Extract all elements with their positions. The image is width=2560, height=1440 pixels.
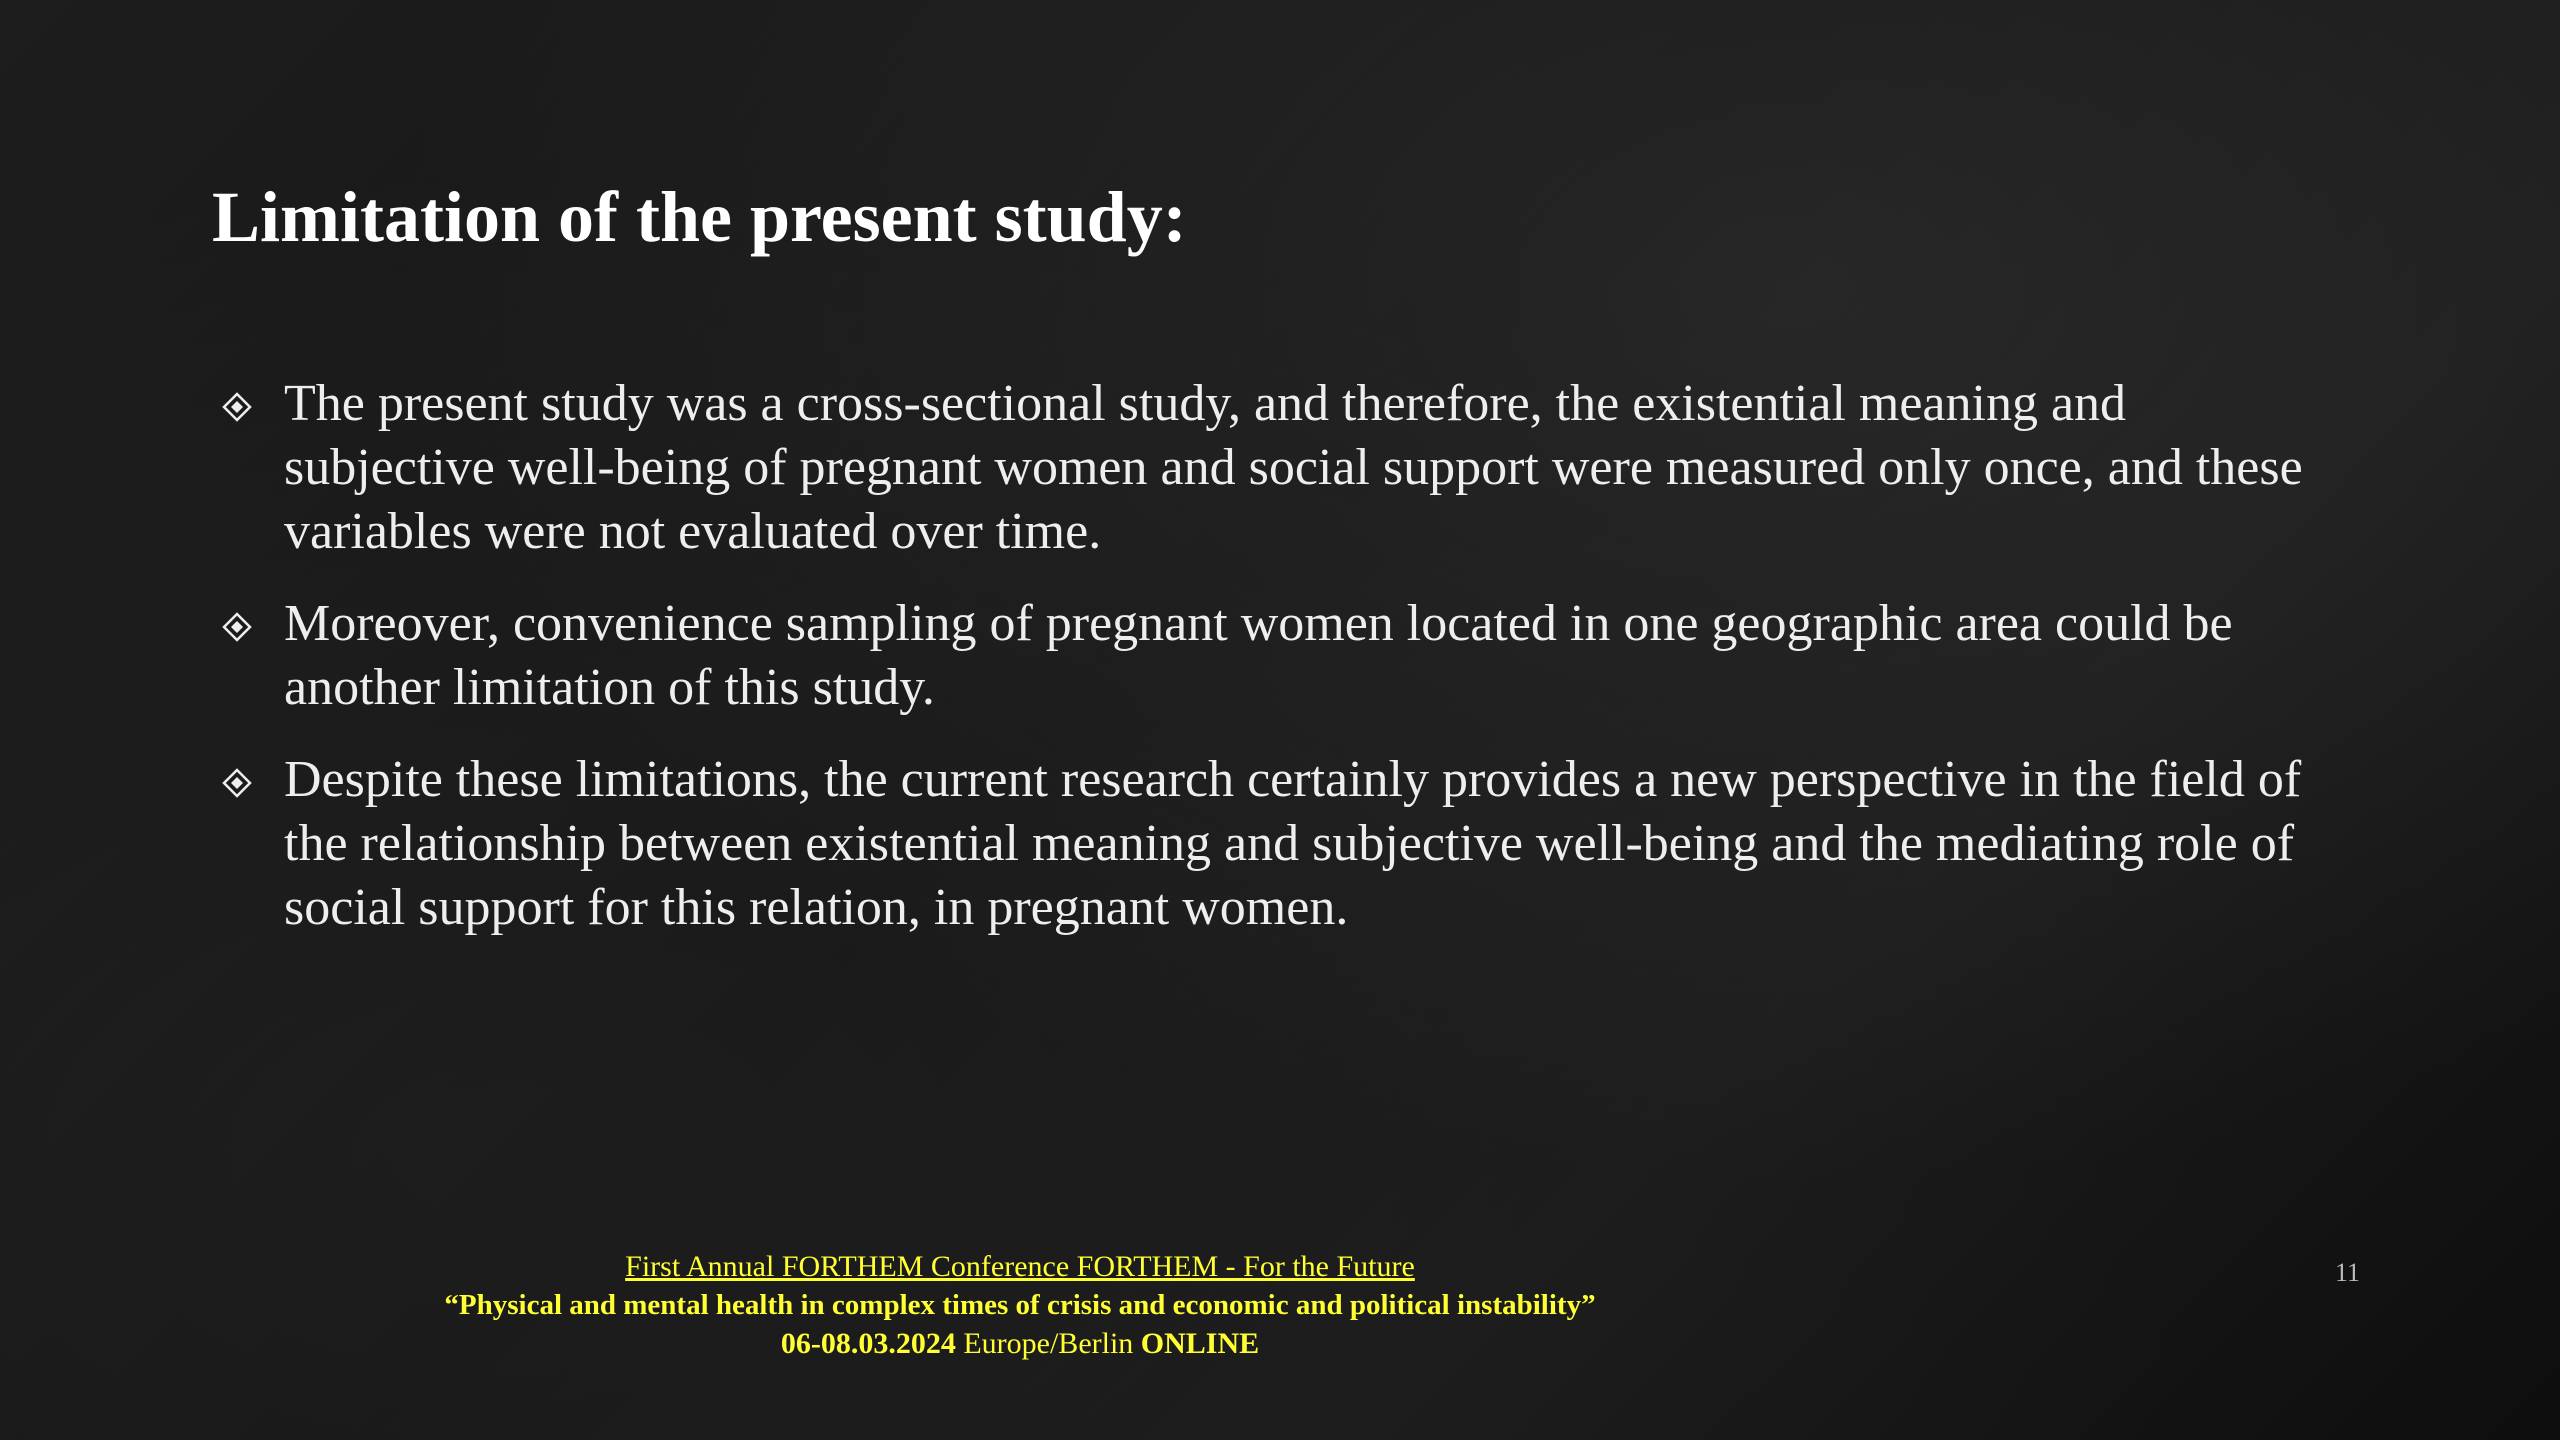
bullet-item [218, 592, 2348, 720]
bullet-text: The present study was a cross-sectional study, and therefore, the existential meaning and subjective well-being of pregnant women and social support were measured only once, and these variables were not evaluated over time. [284, 375, 2303, 560]
bullet-text: Moreover, convenience sampling of pregnant women located in one geographic area could be another limitation of this study. [284, 595, 2233, 716]
conference-dates-line [360, 1324, 1680, 1364]
conference-theme: “Physical and mental health in complex times of crisis and economic and political instability” [444, 1289, 1596, 1321]
slide-title: Limitation of the present study: [212, 177, 1187, 257]
bullet-item [218, 372, 2348, 564]
diamond-bullet-icon [218, 592, 284, 656]
conference-dates: 06-08.03.2024 [780, 1327, 956, 1360]
conference-timezone: Europe/Berlin [963, 1327, 1134, 1360]
page-number: 11 [2334, 1258, 2360, 1287]
footer [360, 1248, 1680, 1364]
bullet-item [218, 748, 2348, 940]
diamond-bullet-icon [218, 748, 284, 812]
diamond-bullet-icon [218, 372, 284, 436]
bullet-text: Despite these limitations, the current research certainly provides a new perspective in the field of the relationship between existential meaning and subjective well-being and the mediating role of social support for this relation, in pregnant women. [284, 751, 2302, 936]
bullet-list [218, 372, 2348, 968]
conference-mode: ONLINE [1140, 1327, 1260, 1360]
conference-link[interactable]: First Annual FORTHEM Conference FORTHEM - For the Future [625, 1250, 1415, 1283]
